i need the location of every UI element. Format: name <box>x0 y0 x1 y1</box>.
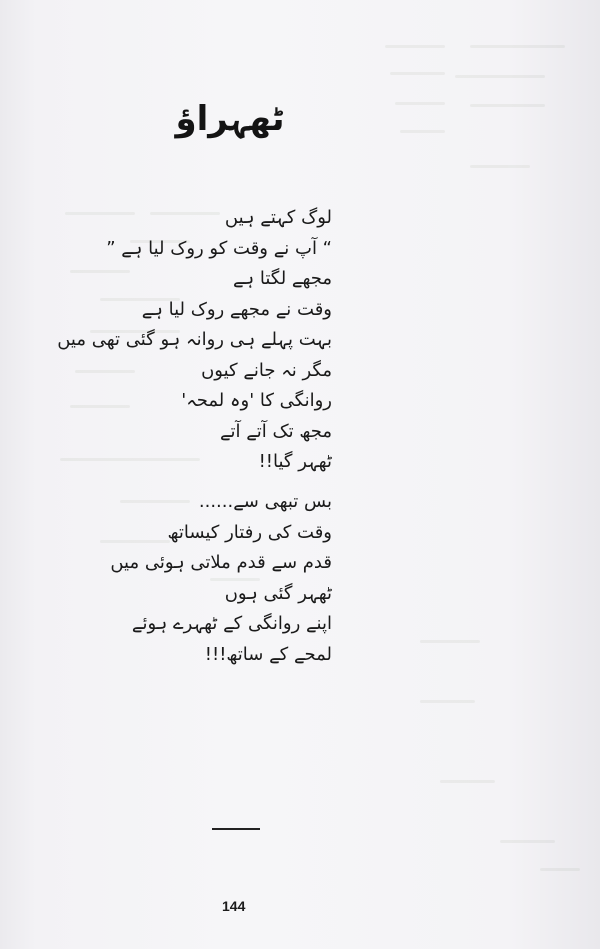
poem-line: لوگ کہتے ہیں <box>224 207 332 228</box>
poem-line: بس تبھی سے...... <box>198 491 332 512</box>
poem-line: ٹھہر گئی ہوں <box>224 582 332 604</box>
poem-line: مجھے لگتا ہے <box>233 268 332 289</box>
page-number: 144 <box>222 898 246 914</box>
poem-line: وقت کی رفتار کیساتھ <box>167 521 332 543</box>
poem-line: “ آپ نے وقت کو روک لیا ہے ” <box>106 237 332 259</box>
poem-line: روانگی کا 'وہ لمحہ' <box>181 390 332 411</box>
poem-line: مجھ تک آتے آتے <box>219 420 332 442</box>
poem-line: ٹھہر گیا!! <box>258 451 332 472</box>
poem-title: ٹھہراؤ <box>175 99 285 139</box>
poem-line: مگر نہ جانے کیوں <box>201 359 332 381</box>
poem-line: قدم سے قدم ملاتی ہوئی میں <box>110 552 332 573</box>
poem-line: وقت نے مجھے روک لیا ہے <box>141 298 332 320</box>
poem-body <box>57 204 332 671</box>
end-divider <box>212 828 260 830</box>
poem-line: اپنے روانگی کے ٹھہرے ہوئے <box>131 613 332 634</box>
poem-line: بہت پہلے ہی روانہ ہو گئی تھی میں <box>57 329 332 350</box>
poem-line: لمحے کے ساتھ!!! <box>204 643 332 665</box>
